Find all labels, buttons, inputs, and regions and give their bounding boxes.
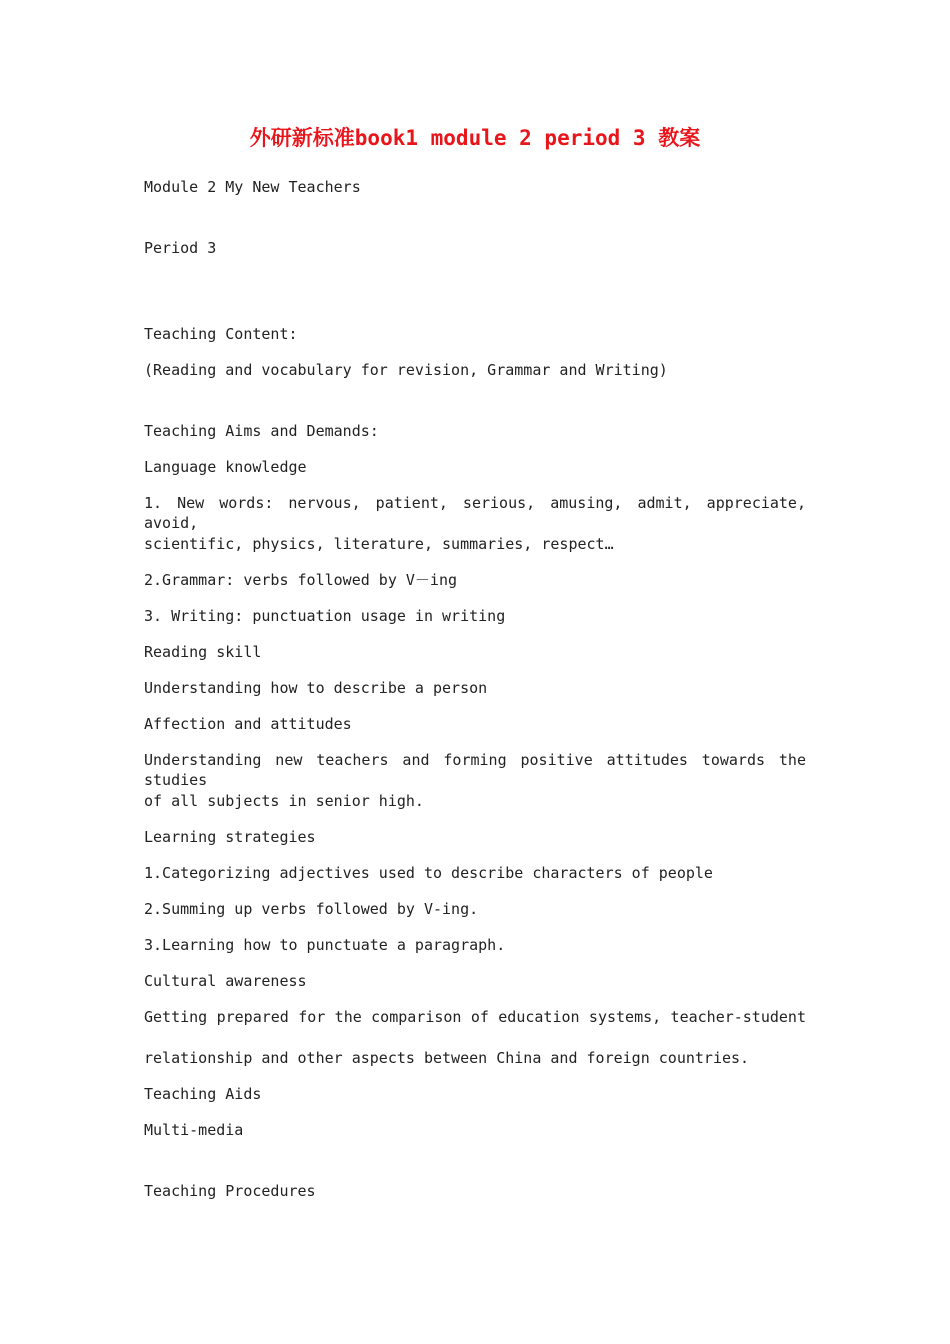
grammar-line: 2.Grammar: verbs followed by V－ing [144, 571, 458, 589]
writing-line: 3. Writing: punctuation usage in writing [144, 607, 506, 625]
aims-heading: Teaching Aims and Demands: [144, 422, 379, 440]
affection-heading: Affection and attitudes [144, 715, 352, 733]
new-words-line: 1. New words: nervous, patient, serious, amusing, admit, appreciate, avoid, [144, 494, 806, 532]
new-words-continued: scientific, physics, literature, summaries, respect… [144, 535, 614, 553]
teaching-content-heading: Teaching Content: [144, 325, 298, 343]
strategy-item-1: 1.Categorizing adjectives used to describe characters of people [144, 864, 713, 882]
reading-skill-heading: Reading skill [144, 643, 262, 661]
period-heading: Period 3 [144, 239, 217, 257]
affection-text-continued: of all subjects in senior high. [144, 792, 424, 810]
reading-skill-text: Understanding how to describe a person [144, 679, 488, 697]
strategy-item-2: 2.Summing up verbs followed by V-ing. [144, 900, 479, 918]
teaching-aids-heading: Teaching Aids [144, 1085, 262, 1103]
cultural-awareness-text: Getting prepared for the comparison of education systems, teacher-student [144, 1008, 806, 1026]
teaching-aids-text: Multi-media [144, 1121, 244, 1139]
language-knowledge-heading: Language knowledge [144, 458, 307, 476]
strategy-item-3: 3.Learning how to punctuate a paragraph. [144, 936, 506, 954]
cultural-awareness-continued: relationship and other aspects between China and foreign countries. [144, 1049, 750, 1067]
learning-strategies-heading: Learning strategies [144, 828, 316, 846]
module-heading: Module 2 My New Teachers [144, 178, 361, 196]
cultural-awareness-heading: Cultural awareness [144, 972, 307, 990]
affection-text: Understanding new teachers and forming positive attitudes towards the studies [144, 751, 806, 789]
document-title: 外研新标准book1 module 2 period 3 教案 [249, 126, 701, 150]
teaching-content-text: (Reading and vocabulary for revision, Grammar and Writing) [144, 361, 668, 379]
teaching-procedures-heading: Teaching Procedures [144, 1182, 316, 1200]
